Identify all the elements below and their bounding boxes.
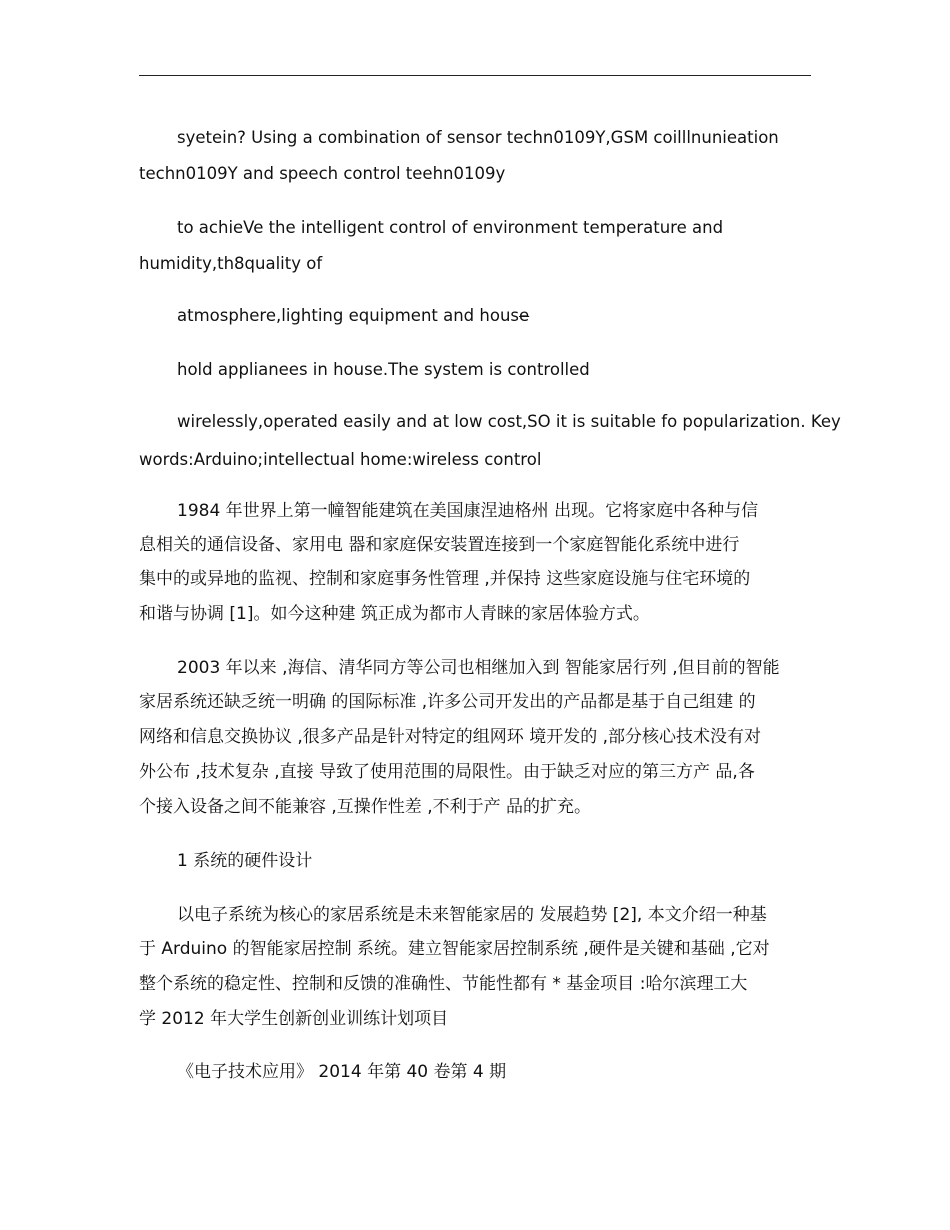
abstract-line-7: wirelessly,operated easily and at low cost,SO it is suitable fo popularization. Key bbox=[177, 412, 841, 431]
abstract-line-5 bbox=[177, 306, 529, 326]
para2-line-5: 个接入设备之间不能兼容 ,互操作性差 ,不利于产 品的扩充。 bbox=[139, 797, 592, 817]
abstract-line-4: humidity,th8quality of bbox=[139, 254, 323, 273]
header-rule bbox=[139, 75, 811, 76]
para3-line-3: 整个系统的稳定性、控制和反馈的准确性、节能性都有 * 基金项目 :哈尔滨理工大 bbox=[139, 974, 748, 994]
abstract-line-2: techn0109Y and speech control teehn0109y bbox=[139, 164, 506, 183]
para1-line-2: 息相关的通信设备、家用电 器和家庭保安装置连接到一个家庭智能化系统中进行 bbox=[139, 535, 740, 555]
para1-line-3: 集中的或异地的监视、控制和家庭事务性管理 ,并保持 这些家庭设施与住宅环境的 bbox=[139, 569, 751, 589]
para1-line-1: 1984 年世界上第一幢智能建筑在美国康涅迪格州 出现。它将家庭中各种与信 bbox=[177, 501, 759, 521]
section-heading: 1 系统的硬件设计 bbox=[177, 851, 313, 871]
abstract-line-6: hold applianees in house.The system is controlled bbox=[177, 360, 590, 379]
para3-line-2: 于 Arduino 的智能家居控制 系统。建立智能家居控制系统 ,硬件是关键和基础 ,它对 bbox=[139, 939, 770, 959]
abstract-line-5-struck: e bbox=[519, 306, 530, 325]
para2-line-3: 网络和信息交换协议 ,很多产品是针对特定的组网环 境开发的 ,部分核心技术没有对 bbox=[139, 727, 762, 747]
para3-line-1: 以电子系统为核心的家居系统是未来智能家居的 发展趋势 [2], 本文介绍一种基 bbox=[177, 905, 767, 925]
journal-citation: 《电子技术应用》 2014 年第 40 卷第 4 期 bbox=[177, 1062, 507, 1082]
para1-line-4: 和谐与协调 [1]。如今这种建 筑正成为都市人青睐的家居体验方式。 bbox=[139, 604, 650, 624]
para2-line-2: 家居系统还缺乏统一明确 的国际标准 ,许多公司开发出的产品都是基于自己组建 的 bbox=[139, 692, 756, 712]
para2-line-4: 外公布 ,技术复杂 ,直接 导致了使用范围的局限性。由于缺乏对应的第三方产 品,各 bbox=[139, 762, 755, 782]
abstract-line-5-text: atmosphere,lighting equipment and hous bbox=[177, 306, 520, 325]
abstract-line-3: to achieVe the intelligent control of environment temperature and bbox=[177, 218, 724, 237]
para3-line-4: 学 2012 年大学生创新创业训练计划项目 bbox=[139, 1009, 449, 1029]
para2-line-1: 2003 年以来 ,海信、清华同方等公司也相继加入到 智能家居行列 ,但目前的智能 bbox=[177, 658, 780, 678]
abstract-line-8: words:Arduino;intellectual home:wireless control bbox=[139, 450, 542, 469]
abstract-line-1: syetein? Using a combination of sensor techn0109Y,GSM coilllnunieation bbox=[177, 128, 779, 147]
